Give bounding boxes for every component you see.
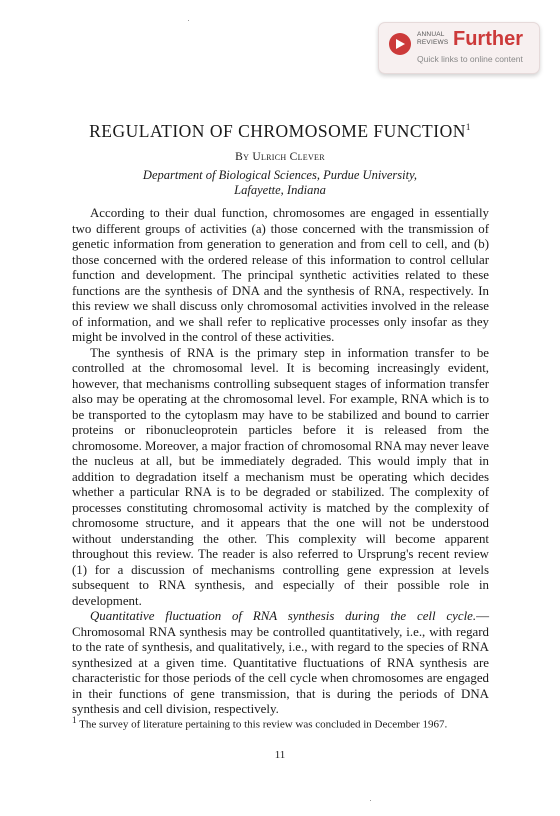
footnote-text: The survey of literature pertaining to this review was concluded in December 1967. xyxy=(79,718,448,731)
article-title xyxy=(0,121,560,142)
author-affiliation xyxy=(0,168,560,198)
reviews-label: REVIEWS xyxy=(417,38,449,46)
article-body xyxy=(72,206,489,718)
further-subtitle: Quick links to online content xyxy=(417,54,523,64)
page-number: 11 xyxy=(274,749,286,761)
annual-reviews-logo-icon xyxy=(389,33,411,55)
paragraph-3-text: —Chromosomal RNA synthesis may be controlled quantitatively, i.e., with regard to the rate of synthesis, and qualitatively, i.e., with regard to the species of RNA synthesized at a given time. Quantitative fluctuations of RNA synthesis are characteristic for those periods of the cell cycle when chromosomes are engaged in their functions of gene transmission, that is during the periods of DNA synthesis and cell division, respectively. xyxy=(72,609,489,716)
annual-label: ANNUAL xyxy=(417,31,445,38)
scan-speck xyxy=(188,20,189,21)
section-heading: Quantitative fluctuation of RNA synthesis during the cell cycle. xyxy=(90,609,477,623)
article-title-text: REGULATION OF CHROMOSOME FUNCTION xyxy=(89,121,466,141)
paragraph-2: The synthesis of RNA is the primary step in information transfer to be controlled at the chromosomal level. It is becoming increasingly evident, however, that mechanisms controlling subsequent stages of information transfer also may be operating at the chromosomal level. For example, RNA which is to be transported to the cytoplasm may have to be stabilized and bound to carrier proteins or ribonucleoprotein particles before it is released from the chromosome. Moreover, a major fraction of chromosomal RNA may never leave the nucleus at all, but be immediately degraded. This would imply that in addition to degradation itself a mechanism must be operating which decides whether a particular RNA is to be degraded or stabilized. The complexity of processes constituting chromosomal activity is matched by the complexity of chromosome structure, and it appears that the one will not be understood without understanding the other. This complexity will become apparent throughout this review. The reader is also referred to Ursprung's recent review (1) for a discussion of mechanisms controlling gene expression at levels subsequent to RNA synthesis, and especially of their possible role in development. xyxy=(72,345,489,608)
paragraph-1: According to their dual function, chromosomes are engaged in essentially two different groups of activities (a) those concerned with the transmission of genetic information from generation to generation and from cell to cell, and (b) those concerned with the ordered release of this information to control cellular function and development. The principal synthetic activities related to these functions are the synthesis of DNA and the synthesis of RNA, respectively. In this review we shall discuss only chromosomal activities involved in the release of information, and we shall refer to replicative processes only insofar as they might be involved in the control of these activities. xyxy=(72,206,489,344)
footnote xyxy=(72,713,489,732)
title-footnote-mark: 1 xyxy=(465,122,471,132)
paragraph-3 xyxy=(72,609,489,718)
scan-speck xyxy=(370,800,371,801)
affiliation-line-1: Department of Biological Sciences, Purdue University, xyxy=(142,168,418,182)
further-label: Further xyxy=(453,28,523,50)
author-byline: By Ulrich Clever xyxy=(235,151,325,163)
affiliation-line-2: Lafayette, Indiana xyxy=(234,183,326,197)
footnote-mark: 1 xyxy=(72,715,77,725)
annual-reviews-further-badge[interactable] xyxy=(378,22,540,74)
annual-reviews-wordmark xyxy=(417,31,448,46)
